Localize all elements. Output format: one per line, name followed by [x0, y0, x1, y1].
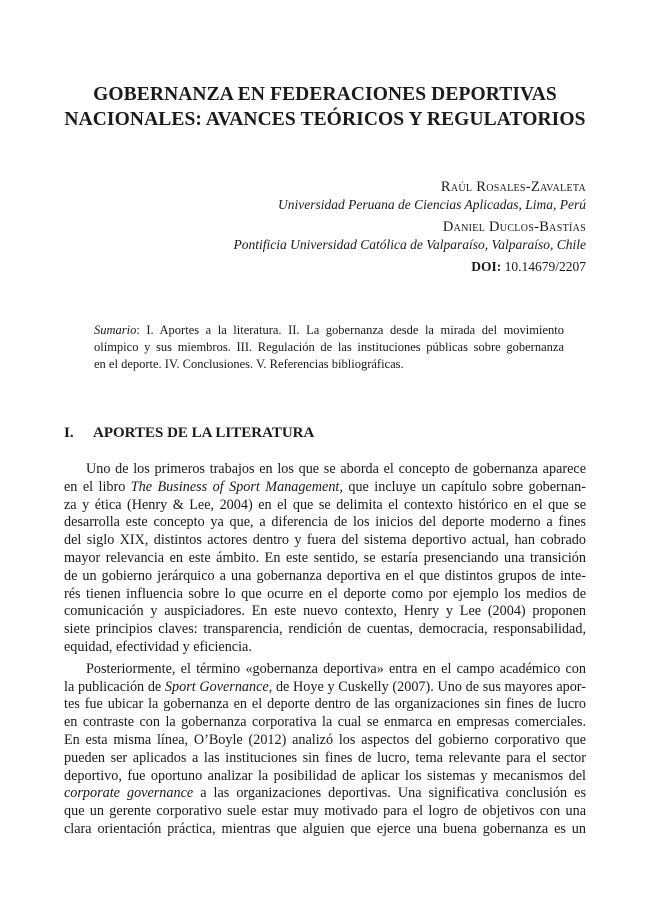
text-line: tes fue ubicar la gobernanza en el deporte dentro de las organizaciones sin fines de lucro — [64, 696, 586, 713]
paragraph — [64, 661, 586, 839]
text-line: de un gobierno jerárquico a una gobernanza deportiva en el que distintos grupos de inte- — [64, 567, 586, 584]
text-line: en el libro The Business of Sport Management, que incluye un capítulo sobre gobernan- — [64, 478, 586, 495]
summary-line: olímpico y sus miembros. III. Regulación de las instituciones públicas sobre gobernanza — [94, 340, 564, 354]
section-heading — [64, 424, 314, 442]
doi-label: DOI: — [471, 259, 502, 274]
text-line: Uno de los primeros trabajos en los que se aborda el concepto de gobernanza aparece — [86, 461, 586, 477]
text-line: rés tienen influencia sobre lo que ocurre en el deporte como por ejemplo los medios de — [64, 585, 586, 602]
summary-line: en el deporte. IV. Conclusiones. V. Referencias bibliográficas. — [94, 357, 404, 371]
text-line: mayor relevancia en este ámbito. En este sentido, se estaría presenciando una transición — [64, 549, 586, 566]
summary-line: : I. Aportes a la literatura. II. La gobernanza desde la mirada del movimiento — [136, 323, 564, 337]
title-line-1: GOBERNANZA EN FEDERACIONES DEPORTIVAS — [93, 84, 557, 105]
author-name: Raúl Rosales-Zavaleta — [440, 179, 586, 195]
text-line: en contraste con la gobernanza corporativa la cual se enmarca en empresas comerciales. — [64, 714, 586, 731]
paper-title — [60, 82, 590, 132]
text-line: desarrolla este concepto ya que, a diferencia de los inicios del deporte moderno a fines — [64, 514, 586, 531]
author-affiliation: Universidad Peruana de Ciencias Aplicadas, Lima, Perú — [278, 197, 586, 212]
text-line: za y ética (Henry & Lee, 2004) en el que se delimita el contexto histórico en el que se — [64, 496, 586, 513]
summary-label: Sumario — [94, 323, 137, 337]
text-line: equidad, efectividad y eficiencia. — [64, 638, 252, 655]
title-line-2: NACIONALES: AVANCES TEÓRICOS Y REGULATORIOS — [64, 109, 586, 130]
book-title: The Business of Sport Management, — [130, 478, 343, 495]
text-line: Posteriormente, el término «gobernanza deportiva» entra en el campo académico con — [86, 660, 586, 677]
text-line: siete principios claves: transparencia, rendición de cuentas, democracia, responsabilidad, — [64, 621, 586, 638]
text-line: comunicación y auspiciadores. En este nuevo contexto, Henry y Lee (2004) proponen — [64, 603, 586, 620]
text-line: deportivo, fue oportuno analizar la posibilidad de aplicar los sistemas y mecanismos del — [64, 767, 586, 784]
book-title: Sport Governance, — [164, 678, 273, 695]
author-affiliation: Pontificia Universidad Católica de Valparaíso, Valparaíso, Chile — [233, 237, 586, 252]
text-line: clara orientación práctica, mientras que alguien que ejerce una buena gobernanza es un — [64, 820, 586, 837]
text-line: la publicación de Sport Governance, de Hoye y Cuskelly (2007). Uno de sus mayores apor- — [64, 678, 586, 695]
body-text — [64, 461, 586, 843]
doi-value: 10.14679/2207 — [504, 259, 586, 274]
section-number: I. — [64, 425, 74, 441]
text-line: corporate governance a las organizaciones deportivas. Una significativa conclusión es — [64, 785, 586, 802]
paragraph — [64, 461, 586, 657]
text-line: que un gerente corporativo suele estar muy motivado para el logro de objetivos con una — [64, 803, 586, 820]
italic-term: corporate governance — [64, 785, 194, 802]
text-line: del siglo XIX, distintos actores dentro y fuera del sistema deportivo actual, han cobrado — [64, 532, 586, 549]
doi — [234, 258, 587, 276]
text-line: En esta misma línea, O’Boyle (2012) analizó los aspectos del gobierno corporativo que — [64, 731, 586, 748]
section-title: APORTES DE LA LITERATURA — [93, 425, 315, 441]
text-line: pueden ser aplicados a las instituciones sin fines de lucro, tema relevante para el sector — [64, 749, 586, 766]
author-block — [234, 178, 587, 276]
author-name: Daniel Duclos-Bastías — [442, 219, 586, 235]
summary — [94, 322, 564, 373]
